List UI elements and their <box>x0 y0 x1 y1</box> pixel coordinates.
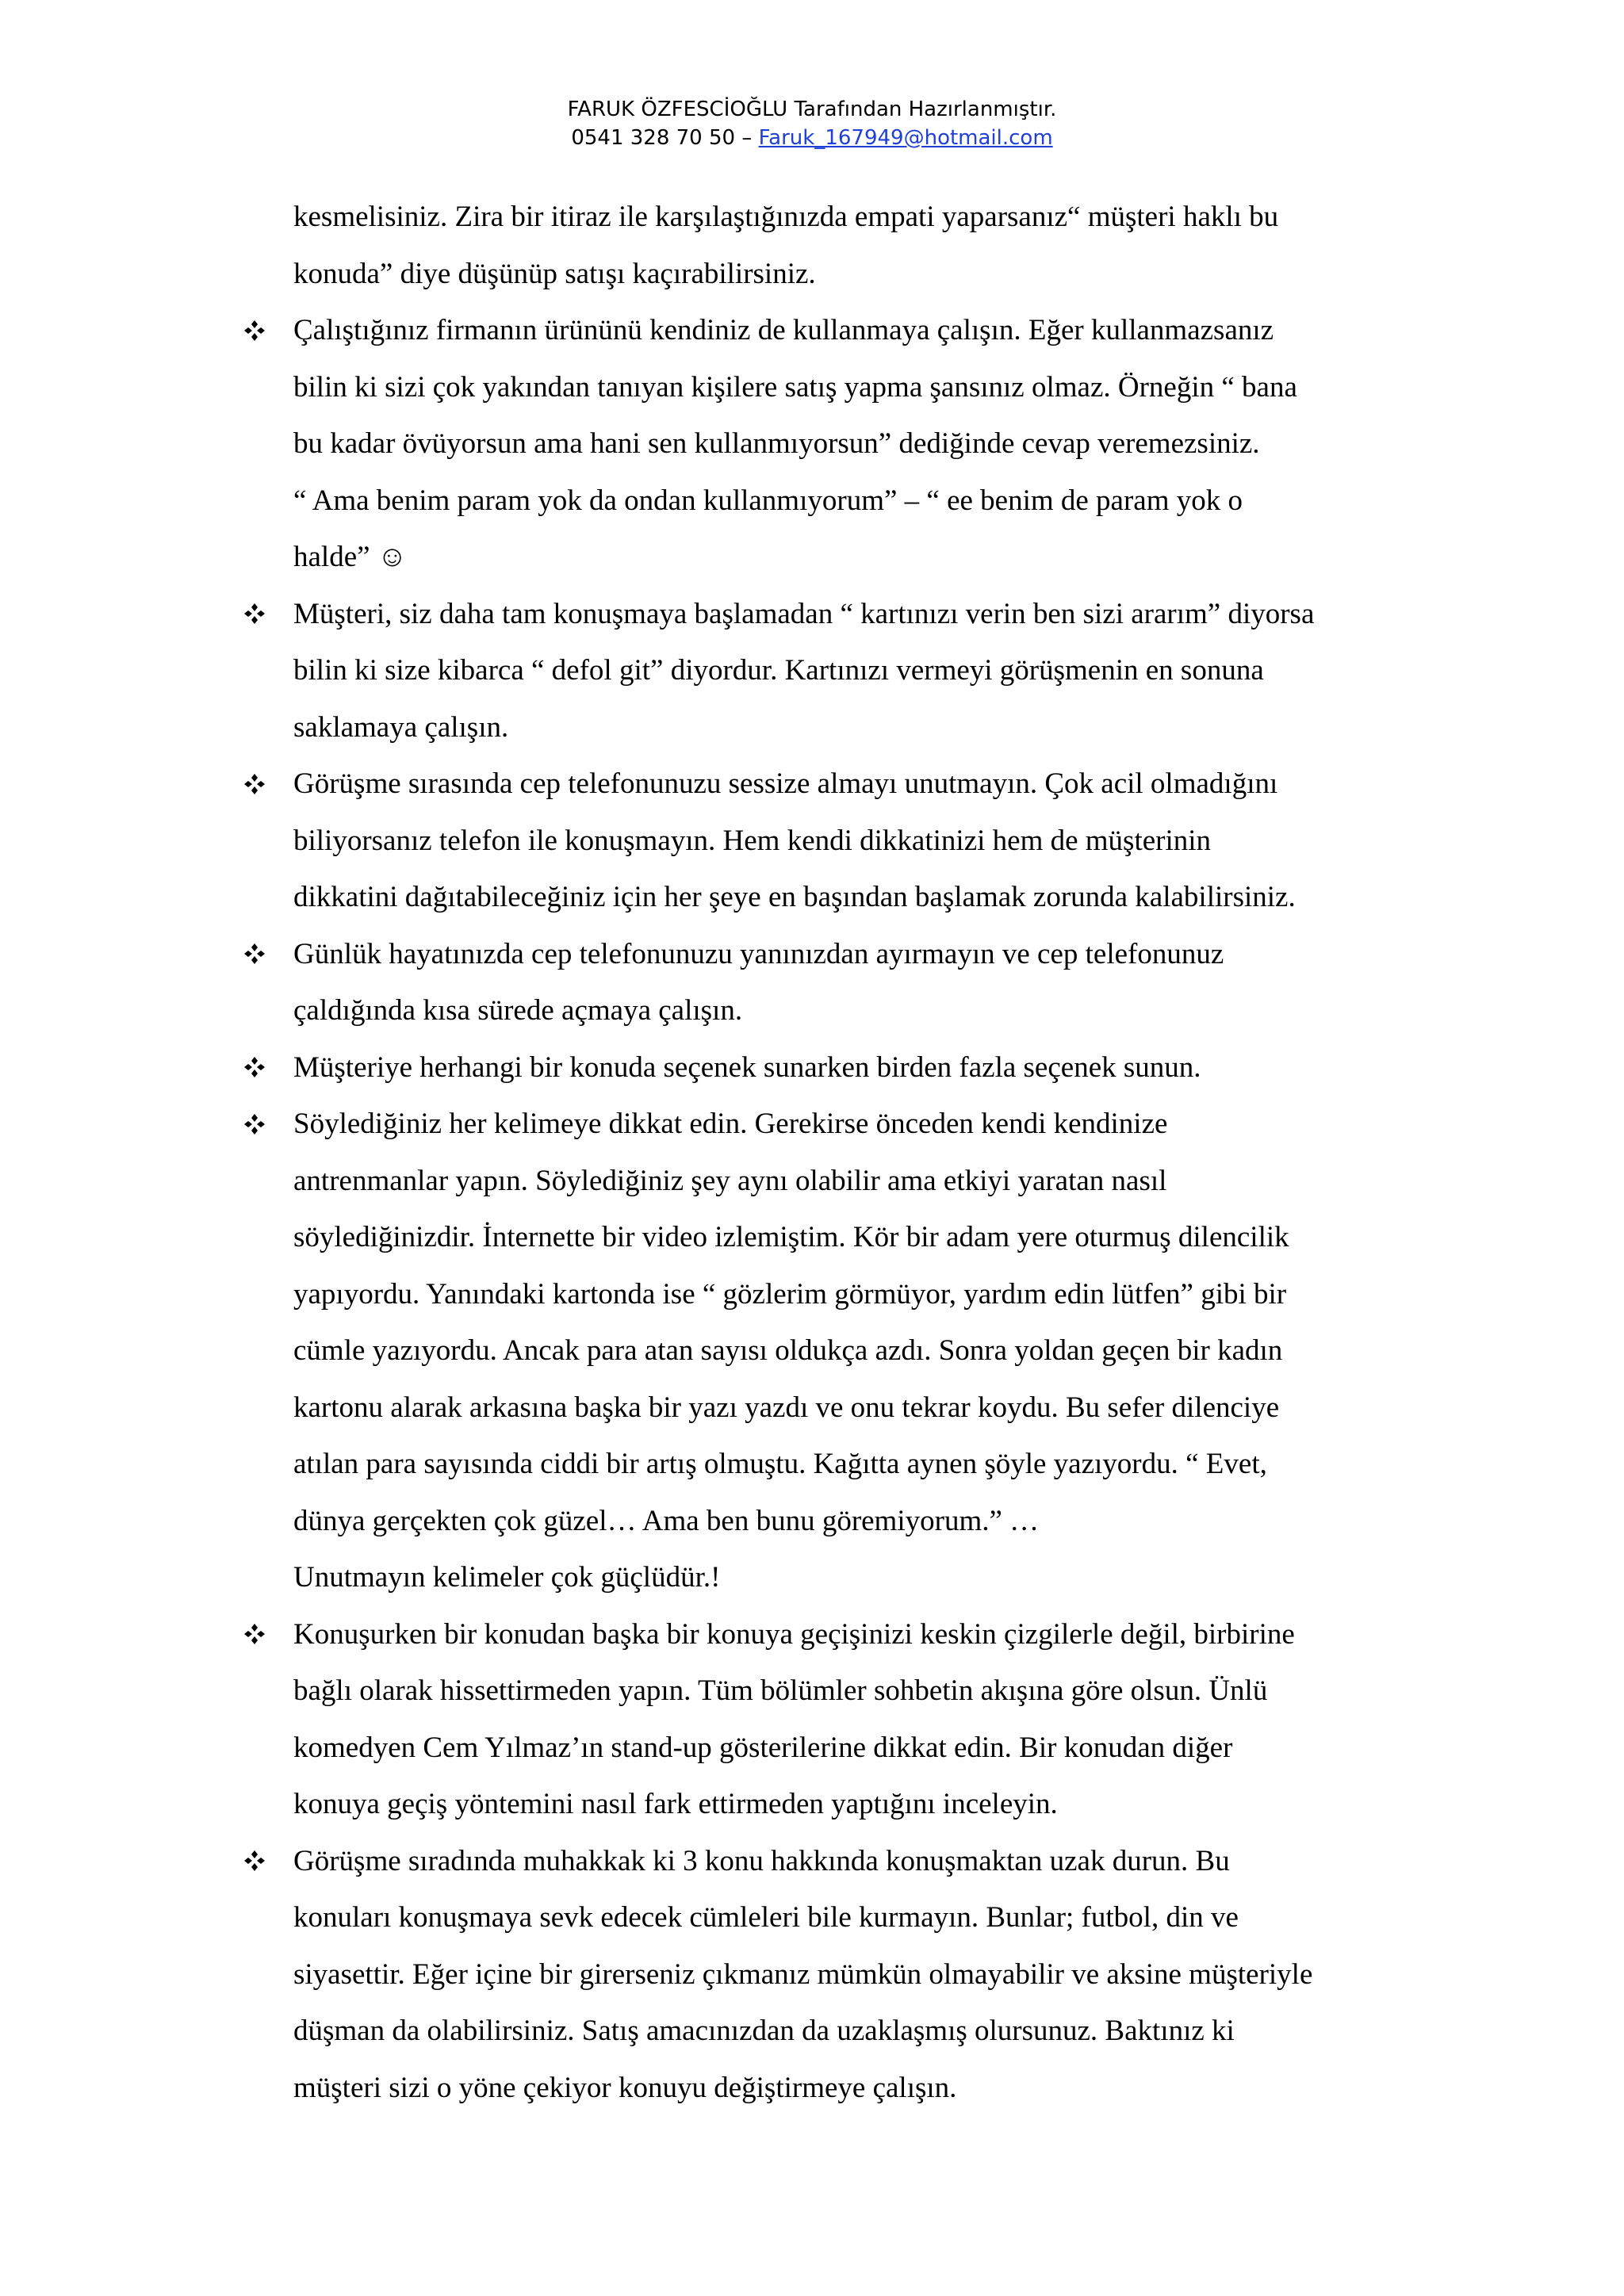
paragraph-line: Çalıştığınız firmanın ürününü kendiniz de kullanmaya çalışın. Eğer kullanmazsanız <box>293 314 1274 346</box>
paragraph-line: bilin ki size kibarca “ defol git” diyordur. Kartınızı vermeyi görüşmenin en sonuna <box>293 654 1264 687</box>
paragraph-line: Görüşme sırasında cep telefonunuzu sessize almayı unutmayın. Çok acil olmadığını <box>293 767 1278 800</box>
paragraph-line: halde” ☺ <box>293 541 408 573</box>
paragraph-line: Müşteri, siz daha tam konuşmaya başlamadan “ kartınızı verin ben sizi ararım” diyorsa <box>293 597 1315 630</box>
paragraph-line: düşman da olabilirsiniz. Satış amacınızdan da uzaklaşmış olursunuz. Baktınız ki <box>293 2015 1235 2047</box>
paragraph-line: “ Ama benim param yok da ondan kullanmıyorum” – “ ee benim de param yok o <box>293 484 1243 517</box>
four-diamond-bullet-icon <box>242 1039 267 1096</box>
header-email-link[interactable]: Faruk_167949@hotmail.com <box>758 126 1053 150</box>
paragraph-line: dikkatini dağıtabileceğiniz için her şeye en başından başlamak zorunda kalabilirsiniz. <box>293 881 1296 913</box>
header-phone: 0541 328 70 50 – <box>571 126 759 150</box>
paragraph-line: konuları konuşmaya sevk edecek cümleleri bile kurmayın. Bunlar; futbol, din ve <box>293 1901 1239 1934</box>
paragraph-line: kesmelisiniz. Zira bir itiraz ile karşılaştığınızda empati yaparsanız“ müşteri haklı bu <box>293 201 1279 233</box>
paragraph-line: Söylediğiniz her kelimeye dikkat edin. Gerekirse önceden kendi kendinize <box>293 1108 1168 1140</box>
bullet-paragraph <box>242 586 1447 756</box>
paragraph-line: yapıyordu. Yanındaki kartonda ise “ gözlerim görmüyor, yardım edin lütfen” gibi bir <box>293 1277 1287 1311</box>
paragraph-line: atılan para sayısında ciddi bir artış olmuştu. Kağıtta aynen şöyle yazıyordu. “ Evet, <box>293 1448 1267 1480</box>
paragraph-line: komedyen Cem Yılmaz’ın stand-up gösterilerine dikkat edin. Bir konudan diğer <box>293 1731 1233 1764</box>
bullet-paragraph <box>242 1096 1447 1606</box>
paragraph-line: konuda” diye düşünüp satışı kaçırabilirsiniz. <box>293 257 816 290</box>
paragraph-line: çaldığında kısa sürede açmaya çalışın. <box>293 994 743 1027</box>
paragraph-line: bu kadar övüyorsun ama hani sen kullanmıyorsun” dediğinde cevap veremezsiniz. <box>293 427 1260 460</box>
paragraph-line: bağlı olarak hissettirmeden yapın. Tüm bölümler sohbetin akışına göre olsun. Ünlü <box>293 1674 1268 1707</box>
paragraph-line: kartonu alarak arkasına başka bir yazı yazdı ve onu tekrar koydu. Bu sefer dilenciye <box>293 1391 1280 1424</box>
paragraph-line: bilin ki sizi çok yakından tanıyan kişilere satış yapma şansınız olmaz. Örneğin “ bana <box>293 370 1297 404</box>
bullet-paragraph <box>242 756 1447 926</box>
paragraph-line: antrenmanlar yapın. Söylediğiniz şey aynı olabilir ama etkiyi yaratan nasıl <box>293 1164 1167 1197</box>
paragraph-line: Unutmayın kelimeler çok güçlüdür.! <box>293 1561 721 1594</box>
four-diamond-bullet-icon <box>242 926 267 983</box>
four-diamond-bullet-icon <box>242 1096 267 1153</box>
header-author-line: FARUK ÖZFESCİOĞLU Tarafından Hazırlanmıştır. <box>567 98 1057 121</box>
four-diamond-bullet-icon <box>242 756 267 813</box>
paragraph-line: dünya gerçekten çok güzel… Ama ben bunu göremiyorum.” … <box>293 1504 1040 1537</box>
four-diamond-bullet-icon <box>242 1833 267 1890</box>
bullet-paragraph <box>242 1833 1447 2117</box>
document-body <box>242 189 1447 2116</box>
continuation-paragraph <box>242 189 1447 302</box>
paragraph-line: biliyorsanız telefon ile konuşmayın. Hem kendi dikkatinizi hem de müşterinin <box>293 824 1212 857</box>
paragraph-line: konuya geçiş yöntemini nasıl fark ettirmeden yaptığını inceleyin. <box>293 1788 1058 1820</box>
header-contact-line <box>0 124 1624 152</box>
paragraph-line: söylediğinizdir. İnternette bir video izlemiştim. Kör bir adam yere oturmuş dilencilik <box>293 1221 1289 1253</box>
four-diamond-bullet-icon <box>242 302 267 359</box>
paragraph-line: saklamaya çalışın. <box>293 710 509 744</box>
four-diamond-bullet-icon <box>242 586 267 643</box>
bullet-paragraph <box>242 1039 1447 1096</box>
paragraph-line: cümle yazıyordu. Ancak para atan sayısı oldukça azdı. Sonra yoldan geçen bir kadın <box>293 1334 1283 1367</box>
paragraph-line: Konuşurken bir konudan başka bir konuya geçişinizi keskin çizgilerle değil, birbirine <box>293 1617 1295 1651</box>
paragraph-line: siyasettir. Eğer içine bir girerseniz çıkmanız mümkün olmayabilir ve aksine müşteriyle <box>293 1957 1313 1991</box>
paragraph-line: müşteri sizi o yöne çekiyor konuyu değiştirmeye çalışın. <box>293 2071 957 2104</box>
paragraph-line: Müşteriye herhangi bir konuda seçenek sunarken birden fazla seçenek sunun. <box>293 1050 1201 1084</box>
bullet-paragraph <box>242 926 1447 1039</box>
bullet-paragraph <box>242 302 1447 586</box>
paragraph-line: Günlük hayatınızda cep telefonunuzu yanınızdan ayırmayın ve cep telefonunuz <box>293 937 1224 970</box>
page-header <box>0 95 1624 152</box>
four-diamond-bullet-icon <box>242 1606 267 1663</box>
bullet-paragraph <box>242 1606 1447 1833</box>
paragraph-line: Görüşme sıradında muhakkak ki 3 konu hakkında konuşmaktan uzak durun. Bu <box>293 1844 1230 1877</box>
